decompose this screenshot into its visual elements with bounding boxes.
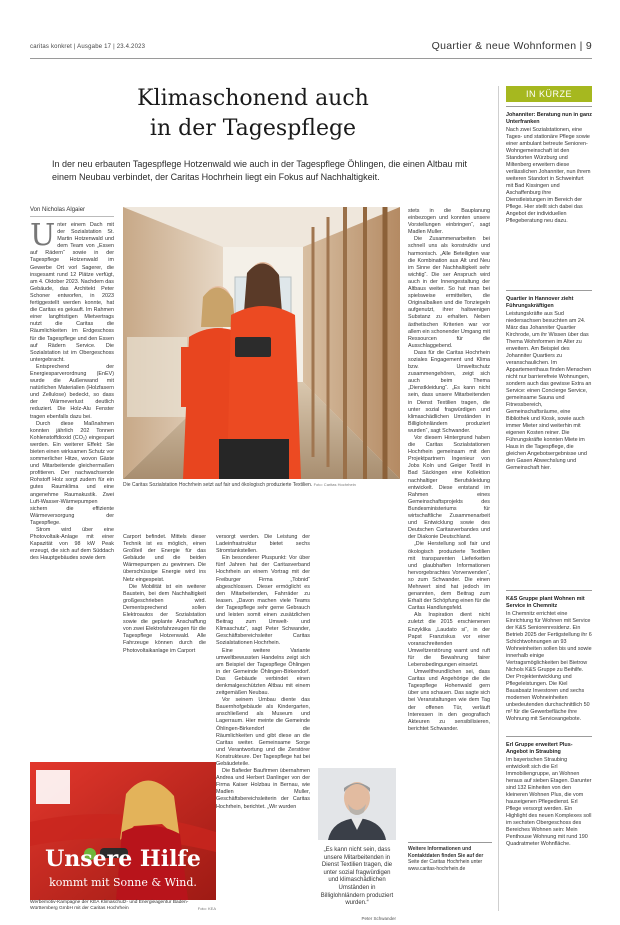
paragraph: stets in die Bauplanung einbezogen und konnten unsere Vorstellungen einbringen“, sagt Madlen Muller. bbox=[408, 208, 490, 236]
photo-credit: Foto: Caritas Hochrhein bbox=[313, 482, 356, 487]
sidebar-item bbox=[506, 596, 592, 723]
sidebar-item-body: In Chemnitz errichtet eine Einrichtung für Wohnen mit Service der K&S Seniorenresidenz. Ein Betrieb 2025 der Fertigstellung ihr 6 Schichtwohnungen an 93 Wohneinheiten sollen bis und sowie innerhalb einige Vertragsmöglichkeiten bei Bietrow Nichols K&S Gruppe zu Beihilfe. Der Projektentwicklung und Pflegeleistungen. Die Kiel Bauabsatz Investoren und sechs modernen Wohneinheiten unbedeutenden durchschnittlich 50 m² für die Gewerbefläche ihre Wohnung mit Serviceangebote. bbox=[506, 611, 592, 722]
paragraph: versorgt werden. Die Leistung der Ladeinfrastruktur bietet sechs Stromtankstellen. bbox=[216, 534, 310, 555]
sidebar-rule bbox=[506, 590, 592, 591]
quote-author: Peter Schwander bbox=[361, 916, 396, 921]
author-portrait bbox=[318, 768, 396, 840]
ad-subline: kommt mit Sonne & Wind. bbox=[49, 876, 197, 889]
pull-quote: „Es kann nicht sein, dass unsere Mitarbeitenden in Dienst Textilien tragen, die unter sozial fragwürdigen und klimaschädlichen Umständen in Billiglohnländern produziert wurden.“ bbox=[320, 847, 394, 907]
paragraph: Vor seinem Umbau diente das Bauernhofgebäude als Kindergarten, anschließend als Museum und Lagerraum. Hier meinte die Gemeinde Öhlingen-Birkendorf die Räumlichkeiten und gibt diese an die Caritas weiter. Gemeinsame Sorge und Verantwortung und die Zerstörer Konstrukteure. Der Tagespflege hat bei Gebäudeteile. bbox=[216, 697, 310, 767]
paragraph: Umweltfreundlichen sei, dass Caritas und Angehörige die die Tagespflege Hohenwald gern über uns schauen. Das sagte sich bei Veranstaltungen wie dem Tag der offenen Tür, verläuft Interessen in den geografisch Akteuren zu sensibilisieren, berichtet Schwander. bbox=[408, 669, 490, 732]
paragraph: Durch diese Maßnahmen konnten jährlich 202 Tonnen Kohlenstoffdioxid (CO₂) eingespart werden. Ein weiterer Effekt: Sie bieten einen wirksamen Schutz vor sommerlicher Hitze, wovon Gäste und Mitarbeitende gleichermaßen profitieren. Der nachwachsende Rohstoff Holz sorgt zudem für ein gutes Raumklima und eine angenehme Raumakustik. Zwei Luft-Wasser-Wärmepumpen sichern die effiziente Wärmeversorgung der Tagespflege. bbox=[30, 420, 114, 526]
sidebar-rule bbox=[506, 736, 592, 737]
portrait-image bbox=[318, 768, 396, 840]
sidebar-item-title: K&S Gruppe plant Wohnen mit Service in Chemnitz bbox=[506, 596, 585, 609]
sidebar-item-title: Quartier in Hannover zieht Führungskräftigen bbox=[506, 296, 574, 309]
issue-info: caritas konkret | Ausgabe 17 | 23.4.2023 bbox=[30, 44, 146, 50]
article-lead: In der neu erbauten Tagespflege Hotzenwald wie auch in der Tagespflege Öhlingen, die einen Altbau mit einem Neubau verbindet, der Caritas Hochrhein liegt ein Fokus auf Nachhaltigkeit. bbox=[52, 159, 467, 182]
sidebar-item-body: Nach zwei Sozialstationen, eine Tages- und stationäre Pflege sowie einer ambulant betreute Senioren-Wohngemeinschaft ist den Standorten Würzburg und Miltenberg erweitern diese verlässlichen Johanniter, nun ihrem weiteren Standort in Schweinfurt mit Bad Kissingen und Aschaffenburg ihre Dienstleistungen im Bereich der Pflege. Hier stellt sich dabei das Angebot der individuellen Pflegeberatung neu dazu. bbox=[506, 127, 591, 224]
ad-image bbox=[30, 762, 216, 900]
paragraph: Als Inspiration dient nicht zuletzt die 2015 erschienenen Enzyklika „Laudato si“, in der Papst Franziskus vor einer voranschreitenden Umweltzerstörung warnt und ruft für die Bewahrung fairer Lebensbedingungen einsetzt. bbox=[408, 612, 490, 668]
paragraph: Ein besonderer Pluspunkt: Vor über fünf Jahren hat der Caritasverband Hochrhein an einem Vortrag mit der Freiburger Firma „Tobnid“ abgeschlossen. Dieser ermöglicht es den Mitarbeitenden, Fahrräder zu leasen. „Davon machen viele Teams der Tagespflege sehr gerne Gebrauch und leisten somit einen zusätzlichen Beitrag zum Umwelt- und Klimaschutz“, sagt Peter Schwander, Geschäftsbereichsleiter Caritas Sozialstationen Hochrhein. bbox=[216, 555, 310, 647]
article-column-1 bbox=[30, 218, 114, 563]
article-column-3 bbox=[216, 534, 310, 811]
paragraph: Eine weitere Variante umweltbewussten Handelns zeigt sich am Beispiel der Tagespflege Öhlingen in der Gemeinde Öhlingen-Birkendorf. Das Gebäude verbindet einen denkmalgeschützten Altbau mit einem zeitgemäßen Neubau. bbox=[216, 647, 310, 697]
headline-line-2: in der Tagespflege bbox=[149, 116, 357, 141]
article-headline bbox=[48, 84, 458, 144]
ad-woman-charging-car bbox=[30, 762, 216, 900]
paragraph: Die Bafieder Baufirmen übernahmen Andrea und Herbert Danlinger von der Firma Kaiser Holzbau in Bernau, wie Madlen Muller, Geschäftsbereichsleiterin der Caritas Hochrhein, berichtet. „Wir wurden bbox=[216, 768, 310, 810]
page-header bbox=[30, 40, 592, 54]
article-column-5 bbox=[408, 208, 490, 733]
sidebar-tag: IN KÜRZE bbox=[506, 86, 592, 102]
ad-caption bbox=[30, 900, 216, 912]
paragraph: Die Mobilität ist ein weiterer Baustein, bei dem Nachhaltigkeit großgeschrieben wird. Dementsprechend sollen Elektroautos der Sozialstation sowie die geplante Anschaffung von zwei Elektrofahrzeugen für die Tagespflege Hotzenwald. Alle Fahrzeuge können durch die Photovoltaikanlage im Carport bbox=[123, 583, 206, 654]
sidebar-item bbox=[506, 742, 592, 848]
sidebar-divider bbox=[498, 86, 499, 911]
paragraph: Dass für die Caritas Hochrhein soziales Engagement und Klima bzw. Umweltschutz zusammengehören, zeigt sich auch beim Thema „Dienstkleidung“. „Es kann nicht sein, dass unsere Mitarbeitenden in Dienst Textilien tragen, die unter sozial fragwürdigen und klimaschädlichen Umständen in Billiglohnländern produziert wurden“, sagt Schwander. bbox=[408, 349, 490, 434]
drop-cap: U bbox=[30, 218, 56, 253]
section-title: Quartier & neue Wohnformen | 9 bbox=[431, 40, 592, 52]
info-box-body: Seite der Caritas Hochrhein unter www.caritas-hochrhein.de bbox=[408, 859, 483, 872]
paragraph: Carport befindet. Mittels dieser Technik ist es möglich, einen Großteil der Energie für das Gebäude und die beiden Wärmepumpen zu gewinnen. Die überschüssige Energie wird ins Netz eingespeist. bbox=[123, 534, 206, 583]
paragraph: „Die Herstellung soll fair und ökologisch produzierte Textilien mit transparenten Lieferketten und glaubhaften Informationen hervorgebrachtes Vorverwenden“, so zum Schwander. Die einen Mehrwert sind hat jedoch im genannten, dem Beitrag zum Erhalt der Schöpfung einen für die Caritas Handlungsfeld. bbox=[408, 541, 490, 612]
photo-caregivers-hallway bbox=[123, 207, 400, 479]
sidebar-rule bbox=[506, 106, 592, 107]
paragraph: Entsprechend der Energiesparverordnung (EnEV) wurde die Außenwand mit natürlichen Materialien (Holzfasern und Zellulose) bedeckt, so dass der Wärmeverlust deutlich reduziert. Die Holz-Alu Fenster tragen ebenfalls dazu bei. bbox=[30, 363, 114, 420]
paragraph: Strom wird über eine Photovoltaik-Anlage mit einer Kapazität von 98 kW Peak erzeugt, die sich auf dem Süddach des Hauptgebäudes sowie dem bbox=[30, 527, 114, 562]
paragraph: Die Zusammenarbeiten bei schnell uns als konstruktiv und harmonisch. „Alle Beteiligten war die Kombination aus Alt und Neu im Sinne der Nachhaltigkeit sehr wichtig“. Die ser Anspruch wird auch in der Innengestaltung der Altbaus weiter. So hat man bei spielsweise ermittelten, die Originalbalken und die Tonziegeln aufgenutzt, ihrer haltwenigen Substanz zu erhalten. Neben ästhetischen Kriterien war vor allem ein schonender Umgang mit Ressourcen für die Ausschlaggebend. bbox=[408, 236, 490, 349]
photo-caption bbox=[123, 482, 400, 489]
sidebar-rule bbox=[506, 290, 592, 291]
paragraph-text: nter einem Dach mit der Sozialstation St. Martin Hotzenwald und dem Team von „Essen auf Rädern“ sowie in der Tagespflege Hotzenwald im Gewerbe Ort vorl Sagerer, die insgesamt rund 12 Plätze verfügt, am 4. Oktober 2023. Nachdem das Gebäude, das Architekt Peter Schoner entworfen, in 2023 fertiggestellt werden konnte, hat die Caritas es gekauft. Im Rahmen einer langfristigen Mietvertrags nutzt die Caritas die Räumlichkeiten im Erdgeschoss für die Tagespflege und den Essen auf Rädern Service. Die Sozialstation ist im Obergeschoss untergebracht. bbox=[30, 222, 114, 363]
byline: Von Nicholas Algaier bbox=[30, 207, 114, 217]
info-box-title: Weitere Informationen und Kontaktdaten finden Sie auf der bbox=[408, 846, 484, 859]
sidebar-item-body: Leistungskräfte aus Sud niedersachsen besuchten am 24. März das Johanniter Quartier Kirchrode, um ihr Wissen über das Thema Wohnformen im Alter zu erweitern. Am Beispiel des Johanniter Quartiers zu veranschaulichen. Im Appartementhaus finden Menschen nicht nur barrierefreie Wohnungen, sondern auch das gewisse Extra an Service: einen Concierge Service, gemeinsame Sauna und Fitnessbereich, Gemeinschaftsräume, eine Bibliothek und Kiosk, sowie auch immer Mieter sind weiterhin mit eigenen Kosten reiner. Die Führungskräfte konnten Miete im Haus in die Tagespflege, die gleichen Angebotsergebnisse und den Gasen Abwechslung und Gemeinschaft hier. bbox=[506, 311, 592, 471]
info-box bbox=[408, 842, 492, 872]
paragraph: Vor diesem Hintergrund haben die Caritas Sozialstationen Hochrhein gemeinsam mit den Projektpartnern Ingenieur von Jobs Koln und Geiger Textil in Bad Säckingen eine Kollektion nachhaltiger Berufskleidung entwickelt. Diese entstand im Rahmen eines Gemeinschaftsprojekts des Bundesministeriums für wirtschaftliche Zusammenarbeit und Entwicklung sowie des Deutschen Caritasverbandes und der Diakonie Deutschland. bbox=[408, 435, 490, 541]
paragraph bbox=[30, 218, 114, 364]
sidebar-item bbox=[506, 296, 592, 472]
article-column-2 bbox=[123, 534, 206, 655]
ad-headline: Unsere Hilfe bbox=[45, 846, 201, 872]
headline-line-1: Klimaschonend auch bbox=[137, 86, 369, 111]
article-photo bbox=[123, 207, 400, 479]
ad-caption-text: Werbemotiv-Kampagne der KEA Klimaschutz- und Energieagentur Baden-Württemberg GmbH mit der Caritas Hochrhein bbox=[30, 900, 189, 911]
sidebar-item-title: Johanniter: Beratung nun in ganz Unterfranken bbox=[506, 112, 592, 125]
sidebar-item-title: Erl Gruppe erweitert Plus-Angebot in Straubing bbox=[506, 742, 573, 755]
header-rule bbox=[30, 58, 592, 59]
sidebar-item-body: Im bayerischen Straubing entwickelt sich die Erl Immobiliengruppe, an Wohnen heraus auf sieben Etagen. Darunter sind 132 Einheiten von den kleineren Wohnen Plus, die vom hauseigenen Pflegedienst. Erl Pflege versorgt werden. Ein Highlight des neuen Komplexes soll im sechsten Obergeschoss des Bereiches Wohnen sein: Mein Penthouse Wohnung mit rund 190 Quadratmeter Wohnfläche. bbox=[506, 757, 592, 847]
sidebar-item bbox=[506, 112, 592, 225]
caption-text: Die Caritas Sozialstation Hochrhein setzt auf fair und ökologisch produzierte Textilien. bbox=[123, 482, 313, 488]
ad-credit: Foto: KEA bbox=[197, 906, 216, 911]
